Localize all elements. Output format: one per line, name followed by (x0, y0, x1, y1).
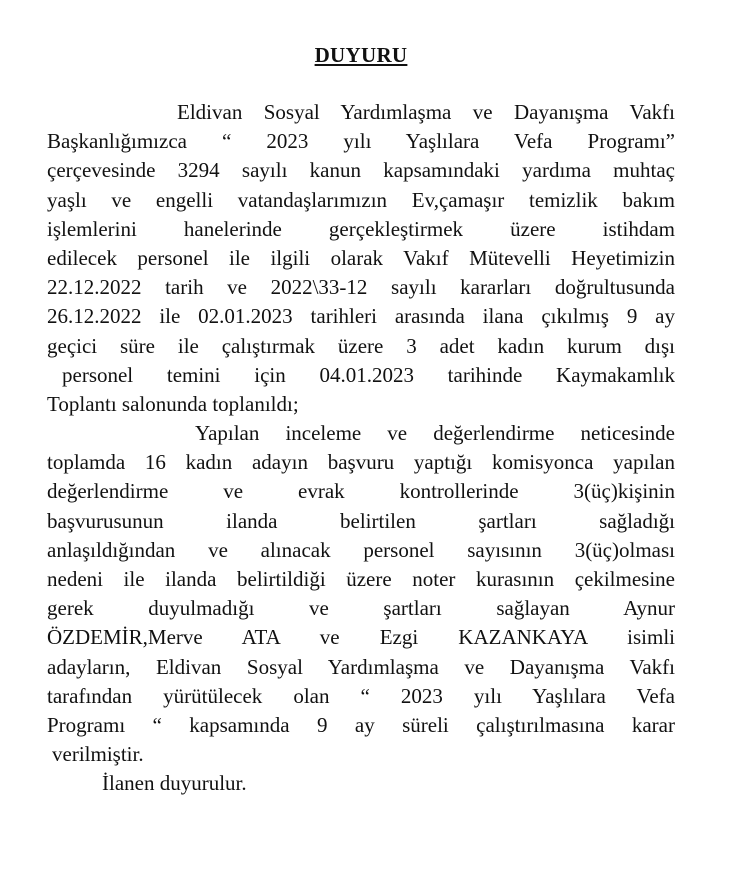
paragraph-2-line: adayların, Eldivan Sosyal Yardımlaşma ve Dayanışma Vakfı (47, 654, 675, 679)
paragraph-1-line: Toplantı salonunda toplanıldı; (47, 391, 299, 416)
paragraph-1-line: geçici süre ile çalıştırmak üzere 3 adet kadın kurum dışı (47, 333, 675, 358)
paragraph-2-line: Programı “ kapsamında 9 ay süreli çalıştırılmasına karar (47, 712, 675, 737)
paragraph-1-line: çerçevesinde 3294 sayılı kanun kapsamındaki yardıma muhtaç (47, 158, 675, 183)
paragraph-2-line: değerlendirme ve evrak kontrollerinde 3(üç)kişinin (47, 479, 675, 504)
paragraph-1 (47, 98, 675, 419)
paragraph-2-line: anlaşıldığından ve alınacak personel sayısının 3(üç)olması (47, 537, 675, 562)
paragraph-1-line: edilecek personel ile ilgili olarak Vakıf Mütevelli Heyetimizin (47, 245, 675, 270)
paragraph-1-line: işlemlerini hanelerinde gerçekleştirmek üzere istihdam (47, 216, 675, 241)
paragraph-2 (47, 419, 675, 769)
paragraph-2-line: Yapılan inceleme ve değerlendirme neticesinde (195, 421, 675, 446)
announcement-document (47, 40, 675, 799)
paragraph-2-line: nedeni ile ilanda belirtildiği üzere noter kurasının çekilmesine (47, 567, 675, 591)
paragraph-2-line: ÖZDEMİR,Merve ATA ve Ezgi KAZANKAYA isimli (47, 625, 675, 650)
closing-line: İlanen duyurulur. (102, 771, 247, 796)
paragraph-2-line: tarafından yürütülecek olan “ 2023 yılı Yaşlılara Vefa (47, 683, 675, 708)
paragraph-1-line: 22.12.2022 tarih ve 2022\33-12 sayılı kararları doğrultusunda (47, 275, 675, 300)
paragraph-1-line: Eldivan Sosyal Yardımlaşma ve Dayanışma Vakfı (177, 100, 675, 124)
paragraph-2-line: toplamda 16 kadın adayın başvuru yaptığı komisyonca yapılan (47, 450, 675, 475)
paragraph-2-line: başvurusunun ilanda belirtilen şartları sağladığı (47, 508, 675, 533)
paragraph-1-line: yaşlı ve engelli vatandaşlarımızın Ev,çamaşır temizlik bakım (47, 187, 675, 212)
paragraph-1-line: 26.12.2022 ile 02.01.2023 tarihleri arasında ilana çıkılmış 9 ay (47, 304, 675, 329)
paragraph-2-line: verilmiştir. (52, 742, 144, 767)
paragraph-2-line: gerek duyulmadığı ve şartları sağlayan Aynur (47, 596, 675, 621)
document-title: DUYURU (314, 43, 408, 67)
paragraph-1-line: personel temini için 04.01.2023 tarihinde Kaymakamlık (62, 362, 675, 387)
paragraph-1-line: Başkanlığımızca “ 2023 yılı Yaşlılara Vefa Programı” (47, 129, 675, 154)
